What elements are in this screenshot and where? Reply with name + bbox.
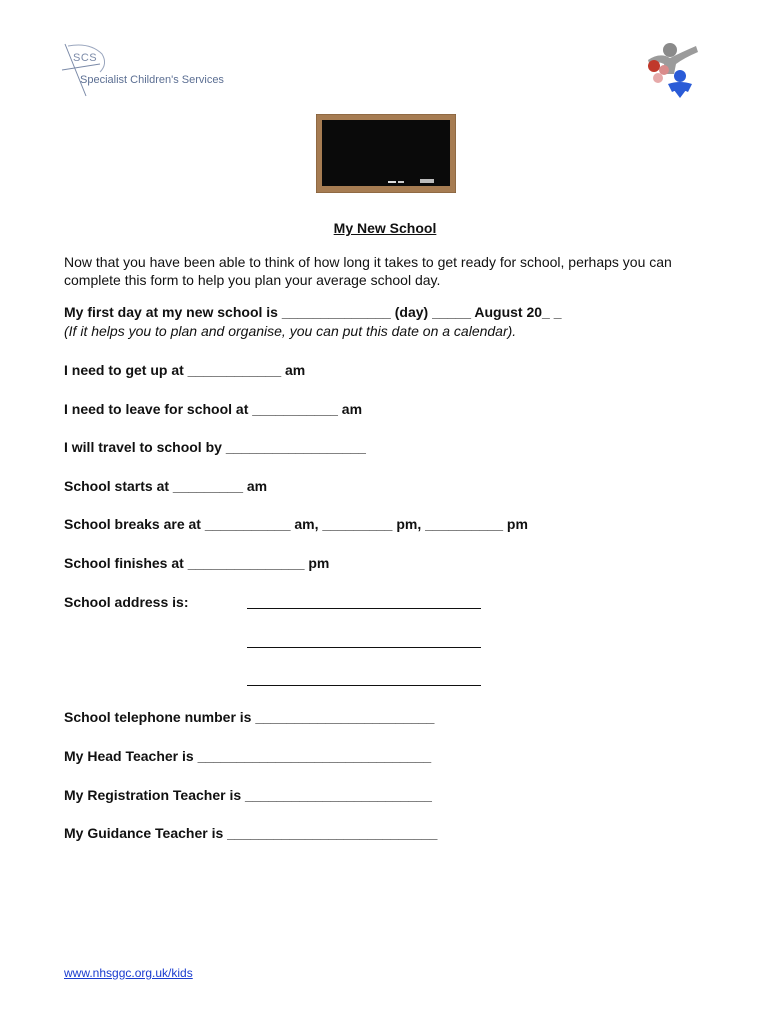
finishes-line: School finishes at _______________ pm <box>64 555 330 571</box>
leave-line: I need to leave for school at ___________ am <box>64 401 363 417</box>
address-line-1 <box>247 608 481 609</box>
org-name: Specialist Children's Services <box>80 74 224 86</box>
breaks-line: School breaks are at ___________ am, _________ pm, __________ pm <box>64 516 528 532</box>
chalkboard-icon <box>316 114 456 193</box>
children-figures-icon <box>640 40 702 102</box>
kids-figures-logo <box>640 40 702 102</box>
registration-teacher-line: My Registration Teacher is ________________________ <box>64 787 432 803</box>
scs-logo-mark-icon <box>60 40 260 100</box>
scs-logo <box>60 40 260 100</box>
starts-line: School starts at _________ am <box>64 478 268 494</box>
footer-link[interactable]: www.nhsggc.org.uk/kids <box>64 966 193 980</box>
page-title: My New School <box>333 220 437 236</box>
chalkboard-image <box>316 114 456 193</box>
first-day-line: My first day at my new school is ______________ (day) _____ August 20_ _ <box>64 304 562 320</box>
head-teacher-line: My Head Teacher is ______________________________ <box>64 748 432 764</box>
telephone-line: School telephone number is _______________________ <box>64 709 435 725</box>
address-line-2 <box>247 647 481 648</box>
first-day-note: (If it helps you to plan and organise, you can put this date on a calendar). <box>64 323 517 339</box>
address-line-3 <box>247 685 481 686</box>
scs-abbr: SCS <box>73 52 98 64</box>
address-label: School address is: <box>64 594 189 610</box>
travel-line: I will travel to school by __________________ <box>64 439 366 455</box>
get-up-line: I need to get up at ____________ am <box>64 362 306 378</box>
guidance-teacher-line: My Guidance Teacher is ___________________________ <box>64 825 438 841</box>
intro-paragraph: Now that you have been able to think of how long it takes to get ready for school, perhaps you can complete this form to help you plan your average school day. <box>64 254 672 288</box>
